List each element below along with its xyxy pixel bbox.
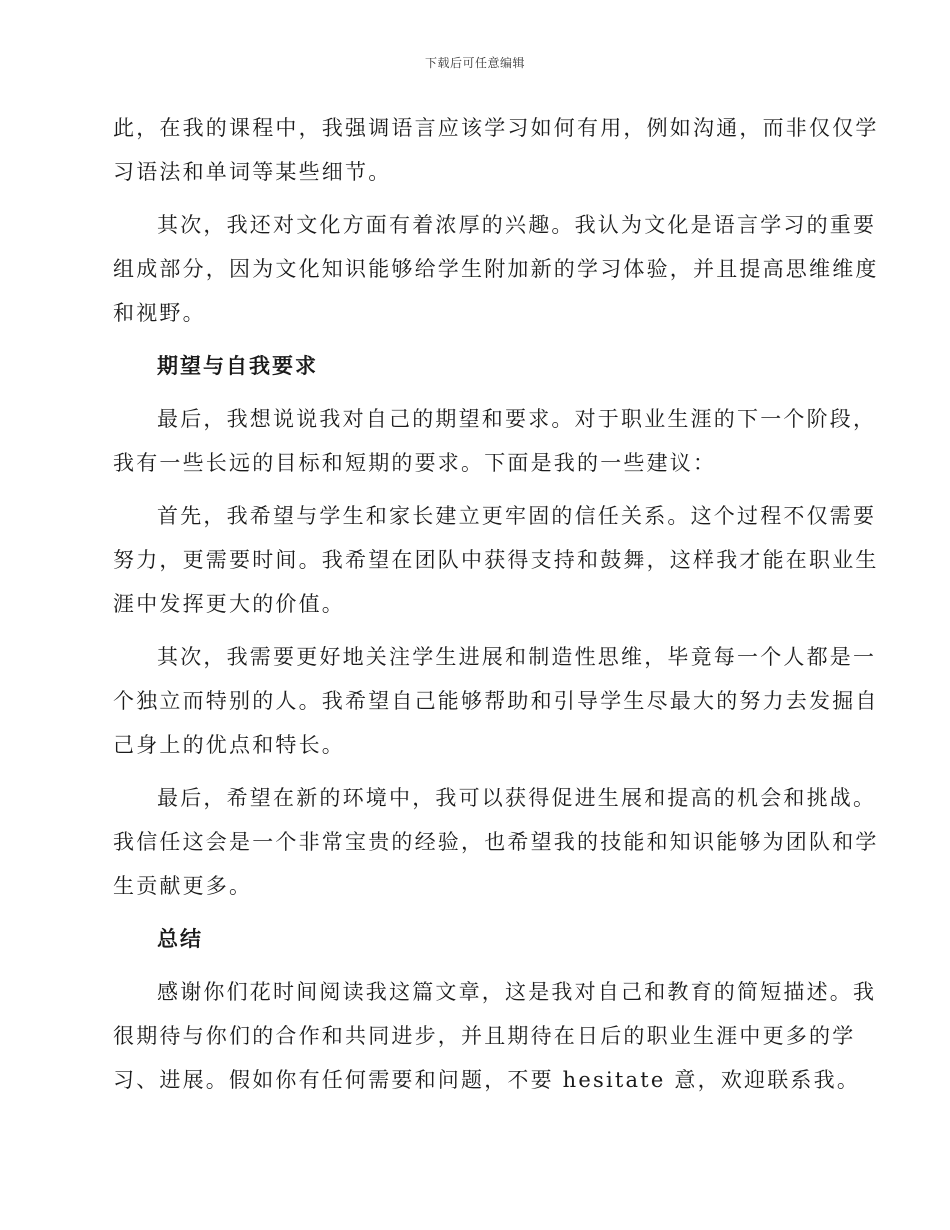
paragraph-line: 感谢你们花时间阅读我这篇文章，这是我对自己和教育的简短描述。我 xyxy=(157,980,877,1004)
paragraph xyxy=(113,494,879,626)
section-heading: 期望与自我要求 xyxy=(157,354,318,378)
paragraph-line: 最后，我想说说我对自己的期望和要求。对于职业生涯的下一个阶段， xyxy=(157,407,877,431)
paragraph-line: 和视野。 xyxy=(113,301,206,325)
paragraph xyxy=(113,203,879,335)
paragraph xyxy=(113,776,879,908)
paragraph-line: 很期待与你们的合作和共同进步，并且期待在日后的职业生涯中更多的学 xyxy=(113,1024,856,1048)
paragraph-line: 涯中发挥更大的价值。 xyxy=(113,592,345,616)
page-header: 下载后可任意编辑 xyxy=(424,56,525,70)
paragraph-line: 其次，我还对文化方面有着浓厚的兴趣。我认为文化是语言学习的重要 xyxy=(157,213,877,237)
paragraph-line: 我信任这会是一个非常宝贵的经验，也希望我的技能和知识能够为团队和学 xyxy=(113,830,879,854)
document-body xyxy=(113,106,879,1111)
section-heading: 总结 xyxy=(157,927,203,951)
paragraph-line: 习语法和单词等某些细节。 xyxy=(113,160,392,184)
paragraph-line: 个独立而特别的人。我希望自己能够帮助和引导学生尽最大的努力去发掘自 xyxy=(113,689,879,713)
paragraph-line: 我有一些长远的目标和短期的要求。下面是我的一些建议： xyxy=(113,451,717,475)
paragraph-line: 己身上的优点和特长。 xyxy=(113,733,345,757)
paragraph xyxy=(113,397,877,485)
paragraph-line: 组成部分，因为文化知识能够给学生附加新的学习体验，并且提高思维维度 xyxy=(113,257,879,281)
paragraph-line: 此，在我的课程中，我强调语言应该学习如何有用，例如沟通，而非仅仅学 xyxy=(113,116,879,140)
paragraph-line: 首先，我希望与学生和家长建立更牢固的信任关系。这个过程不仅需要 xyxy=(157,504,877,528)
paragraph-line: 努力，更需要时间。我希望在团队中获得支持和鼓舞，这样我才能在职业生 xyxy=(113,548,879,572)
paragraph xyxy=(113,970,877,1102)
paragraph-line: 习、进展。假如你有任何需要和问题，不要 hesitate 意，欢迎联系我。 xyxy=(113,1068,861,1092)
paragraph-line: 生贡献更多。 xyxy=(113,874,253,898)
paragraph-line: 其次，我需要更好地关注学生进展和制造性思维，毕竟每一个人都是一 xyxy=(157,645,877,669)
paragraph xyxy=(113,635,879,767)
paragraph xyxy=(113,106,879,194)
paragraph-line: 最后，希望在新的环境中，我可以获得促进生展和提高的机会和挑战。 xyxy=(157,786,877,810)
